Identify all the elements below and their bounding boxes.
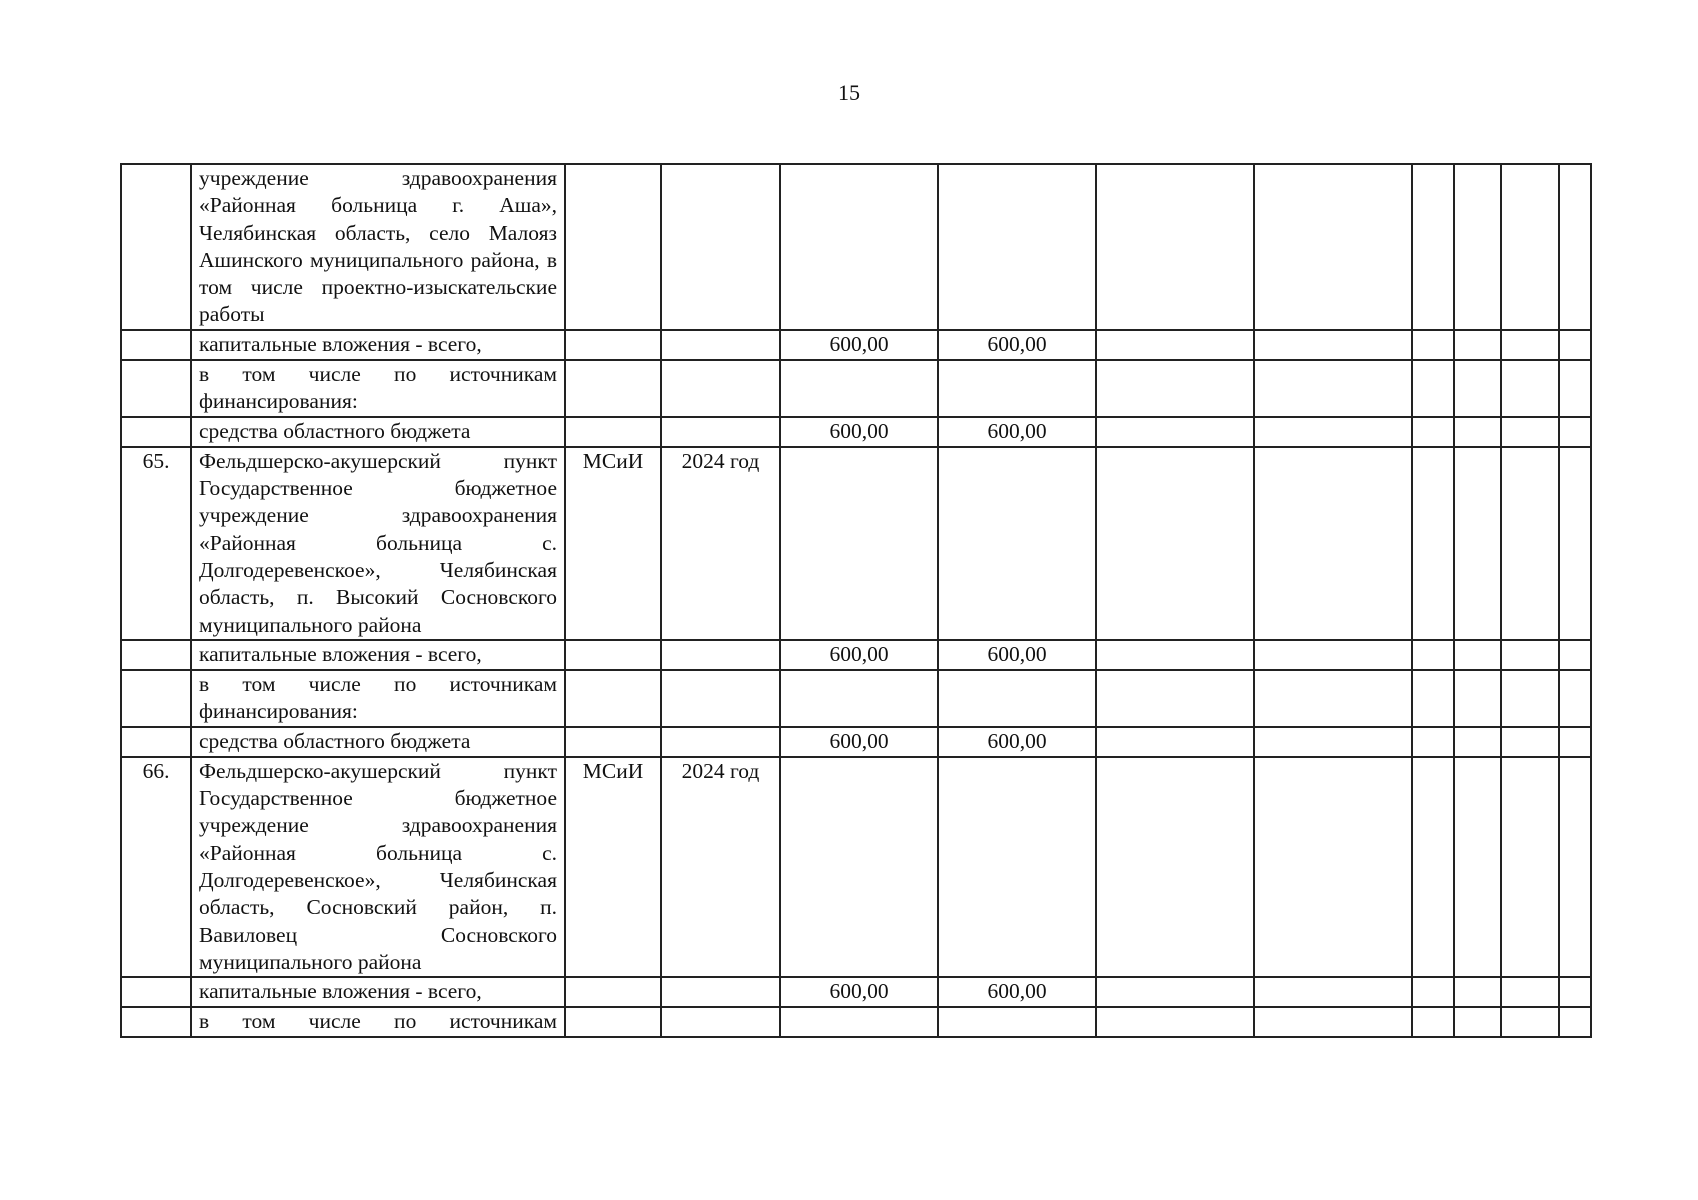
empty-cell — [1454, 447, 1501, 640]
organization-cell — [565, 977, 661, 1007]
amount-year-cell — [938, 164, 1096, 330]
budget-table — [120, 163, 1592, 1038]
year-cell — [661, 417, 780, 447]
empty-cell — [1096, 330, 1254, 360]
amount-total-cell — [780, 1007, 938, 1037]
empty-cell — [1454, 727, 1501, 757]
empty-cell — [1096, 757, 1254, 977]
amount-year-cell — [938, 1007, 1096, 1037]
empty-cell — [1412, 330, 1454, 360]
object-name-cell: капитальные вложения - всего, — [191, 977, 565, 1007]
empty-cell — [1096, 1007, 1254, 1037]
empty-cell — [1559, 164, 1591, 330]
table-row — [121, 330, 1591, 360]
empty-cell — [1501, 447, 1559, 640]
table-row — [121, 640, 1591, 670]
amount-total-cell: 600,00 — [780, 640, 938, 670]
empty-cell — [1501, 670, 1559, 727]
empty-cell — [1096, 164, 1254, 330]
empty-cell — [1454, 977, 1501, 1007]
empty-cell — [1559, 447, 1591, 640]
table-body — [121, 164, 1591, 1037]
year-cell — [661, 330, 780, 360]
year-cell — [661, 164, 780, 330]
empty-cell — [1254, 727, 1412, 757]
empty-cell — [1501, 360, 1559, 417]
empty-cell — [1454, 164, 1501, 330]
object-name-cell: капитальные вложения - всего, — [191, 330, 565, 360]
empty-cell — [1412, 640, 1454, 670]
empty-cell — [1559, 330, 1591, 360]
empty-cell — [1412, 727, 1454, 757]
empty-cell — [1501, 1007, 1559, 1037]
empty-cell — [1412, 417, 1454, 447]
amount-total-cell — [780, 670, 938, 727]
empty-cell — [1412, 977, 1454, 1007]
empty-cell — [1501, 727, 1559, 757]
amount-year-cell: 600,00 — [938, 727, 1096, 757]
empty-cell — [1254, 977, 1412, 1007]
empty-cell — [1454, 670, 1501, 727]
empty-cell — [1412, 1007, 1454, 1037]
amount-year-cell — [938, 447, 1096, 640]
empty-cell — [1559, 640, 1591, 670]
empty-cell — [1501, 640, 1559, 670]
year-cell: 2024 год — [661, 447, 780, 640]
empty-cell — [1254, 640, 1412, 670]
row-number-cell — [121, 1007, 191, 1037]
amount-year-cell: 600,00 — [938, 977, 1096, 1007]
amount-total-cell: 600,00 — [780, 977, 938, 1007]
amount-year-cell — [938, 757, 1096, 977]
amount-total-cell — [780, 164, 938, 330]
amount-year-cell — [938, 360, 1096, 417]
year-cell — [661, 670, 780, 727]
empty-cell — [1254, 360, 1412, 417]
empty-cell — [1096, 670, 1254, 727]
row-number-cell — [121, 640, 191, 670]
table-row — [121, 977, 1591, 1007]
empty-cell — [1454, 757, 1501, 977]
amount-total-cell: 600,00 — [780, 417, 938, 447]
organization-cell — [565, 727, 661, 757]
empty-cell — [1454, 1007, 1501, 1037]
row-number-cell — [121, 417, 191, 447]
row-number-cell — [121, 977, 191, 1007]
table-row — [121, 417, 1591, 447]
amount-total-cell — [780, 447, 938, 640]
empty-cell — [1501, 417, 1559, 447]
empty-cell — [1559, 417, 1591, 447]
amount-total-cell — [780, 757, 938, 977]
row-number-cell — [121, 727, 191, 757]
object-name-cell: учреждение здравоохранения «Районная больница г. Аша», Челябинская область, село Малояз Ашинского муниципального района, в том числе проектно-изыскательские работы — [191, 164, 565, 330]
empty-cell — [1254, 1007, 1412, 1037]
empty-cell — [1412, 670, 1454, 727]
row-number-cell — [121, 360, 191, 417]
empty-cell — [1254, 757, 1412, 977]
empty-cell — [1096, 977, 1254, 1007]
empty-cell — [1559, 1007, 1591, 1037]
object-name-cell: капитальные вложения - всего, — [191, 640, 565, 670]
organization-cell: МСиИ — [565, 447, 661, 640]
amount-year-cell: 600,00 — [938, 330, 1096, 360]
empty-cell — [1412, 447, 1454, 640]
empty-cell — [1501, 977, 1559, 1007]
empty-cell — [1412, 757, 1454, 977]
object-name-cell: средства областного бюджета — [191, 417, 565, 447]
empty-cell — [1254, 417, 1412, 447]
empty-cell — [1559, 360, 1591, 417]
object-name-cell: в том числе по источникам — [191, 1007, 565, 1037]
empty-cell — [1454, 417, 1501, 447]
empty-cell — [1412, 360, 1454, 417]
organization-cell — [565, 330, 661, 360]
organization-cell: МСиИ — [565, 757, 661, 977]
empty-cell — [1412, 164, 1454, 330]
empty-cell — [1254, 447, 1412, 640]
empty-cell — [1559, 670, 1591, 727]
year-cell — [661, 1007, 780, 1037]
object-name-cell: Фельдшерско-акушерский пункт Государственное бюджетное учреждение здравоохранения «Районная больница с. Долгодеревенское», Челябинская область, п. Высокий Сосновского муниципального района — [191, 447, 565, 640]
empty-cell — [1559, 977, 1591, 1007]
empty-cell — [1501, 164, 1559, 330]
organization-cell — [565, 640, 661, 670]
empty-cell — [1096, 447, 1254, 640]
empty-cell — [1096, 640, 1254, 670]
page-number: 15 — [838, 80, 860, 105]
year-cell — [661, 977, 780, 1007]
table-row — [121, 757, 1591, 977]
row-number-cell: 66. — [121, 757, 191, 977]
organization-cell — [565, 1007, 661, 1037]
organization-cell — [565, 164, 661, 330]
amount-year-cell: 600,00 — [938, 417, 1096, 447]
row-number-cell — [121, 164, 191, 330]
year-cell: 2024 год — [661, 757, 780, 977]
empty-cell — [1254, 330, 1412, 360]
empty-cell — [1501, 757, 1559, 977]
object-name-cell: в том числе по источникам финансирования: — [191, 670, 565, 727]
table-row — [121, 360, 1591, 417]
organization-cell — [565, 360, 661, 417]
empty-cell — [1454, 640, 1501, 670]
year-cell — [661, 360, 780, 417]
empty-cell — [1454, 360, 1501, 417]
table-row — [121, 1007, 1591, 1037]
empty-cell — [1254, 164, 1412, 330]
amount-total-cell: 600,00 — [780, 727, 938, 757]
empty-cell — [1501, 330, 1559, 360]
amount-year-cell: 600,00 — [938, 640, 1096, 670]
amount-year-cell — [938, 670, 1096, 727]
empty-cell — [1096, 727, 1254, 757]
object-name-cell: средства областного бюджета — [191, 727, 565, 757]
object-name-cell: Фельдшерско-акушерский пункт Государственное бюджетное учреждение здравоохранения «Районная больница с. Долгодеревенское», Челябинская область, Сосновский район, п. Вавиловец Сосновского муниципального района — [191, 757, 565, 977]
row-number-cell — [121, 670, 191, 727]
object-name-cell: в том числе по источникам финансирования: — [191, 360, 565, 417]
amount-total-cell: 600,00 — [780, 330, 938, 360]
table-row — [121, 164, 1591, 330]
organization-cell — [565, 670, 661, 727]
row-number-cell — [121, 330, 191, 360]
row-number-cell: 65. — [121, 447, 191, 640]
year-cell — [661, 727, 780, 757]
table-row — [121, 670, 1591, 727]
empty-cell — [1254, 670, 1412, 727]
empty-cell — [1096, 360, 1254, 417]
empty-cell — [1454, 330, 1501, 360]
organization-cell — [565, 417, 661, 447]
empty-cell — [1559, 757, 1591, 977]
amount-total-cell — [780, 360, 938, 417]
empty-cell — [1096, 417, 1254, 447]
year-cell — [661, 640, 780, 670]
empty-cell — [1559, 727, 1591, 757]
table-row — [121, 727, 1591, 757]
table-row — [121, 447, 1591, 640]
